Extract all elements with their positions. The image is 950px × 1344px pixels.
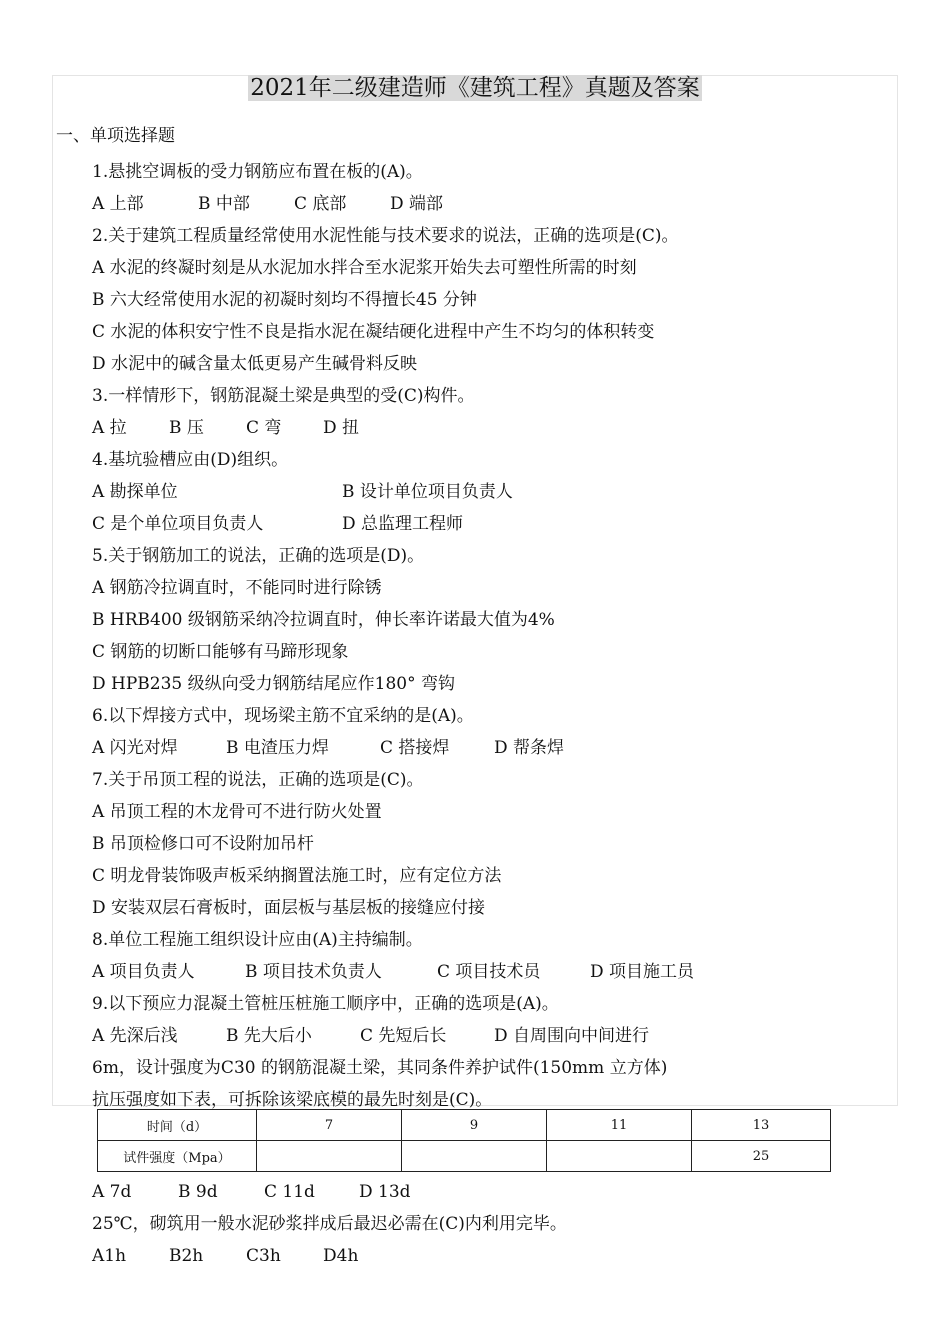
- option-d: D 13d: [359, 1182, 411, 1202]
- question-5-option-b: B HRB400 级钢筋采纳冷拉调直时，伸长率许诺最大值为4%: [92, 610, 555, 630]
- section-heading: 一、单项选择题: [56, 126, 175, 146]
- option-d: D 扭: [323, 418, 360, 438]
- question-5: 5.关于钢筋加工的说法，正确的选项是(D)。: [92, 546, 425, 566]
- table-cell: 13: [692, 1110, 831, 1141]
- document-title: 2021年二级建造师《建筑工程》真题及答案: [250, 75, 700, 101]
- option-d: D4h: [323, 1246, 359, 1266]
- option-a: A 拉: [92, 418, 127, 438]
- option-a: A 7d: [92, 1182, 132, 1202]
- question-tail: [92, 1176, 892, 1272]
- question-1-options: [92, 188, 892, 220]
- table-row: [98, 1110, 831, 1141]
- option-d: D 项目施工员: [590, 962, 695, 982]
- table-cell: 7: [257, 1110, 402, 1141]
- option-c: C 弯: [246, 418, 282, 438]
- question-10-line-1: 6m，设计强度为C30 的钢筋混凝土梁，其同条件养护试件(150mm 立方体): [92, 1058, 668, 1078]
- question-2-option-c: C 水泥的体积安宁性不良是指水泥在凝结硬化进程中产生不均匀的体积转变: [92, 322, 655, 342]
- table-cell: 9: [402, 1110, 547, 1141]
- option-b: B 先大后小: [226, 1026, 312, 1046]
- option-b: B 电渣压力焊: [226, 738, 329, 758]
- question-7-option-d: D 安装双层石膏板时，面层板与基层板的接缝应付接: [92, 898, 486, 918]
- option-b: B2h: [169, 1246, 204, 1266]
- question-9: 9.以下预应力混凝土管桩压桩施工顺序中，正确的选项是(A)。: [92, 994, 559, 1014]
- table-cell: 25: [692, 1141, 831, 1172]
- option-d: D 总监理工程师: [342, 514, 464, 534]
- question-5-option-c: C 钢筋的切断口能够有马蹄形现象: [92, 642, 349, 662]
- option-a: A 勘探单位: [92, 482, 178, 502]
- table-cell: 试件强度（Mpa）: [98, 1141, 257, 1172]
- table-cell: [547, 1141, 692, 1172]
- option-c: C 先短后长: [360, 1026, 447, 1046]
- option-b: B 设计单位项目负责人: [342, 482, 513, 502]
- option-c: C 底部: [294, 194, 347, 214]
- option-c: C 项目技术员: [437, 962, 541, 982]
- option-b: B 压: [169, 418, 204, 438]
- option-c: C 11d: [264, 1182, 315, 1202]
- table-cell: 11: [547, 1110, 692, 1141]
- question-6: 6.以下焊接方式中，现场梁主筋不宜采纳的是(A)。: [92, 706, 474, 726]
- question-7-option-c: C 明龙骨装饰吸声板采纳搁置法施工时，应有定位方法: [92, 866, 502, 886]
- option-a: A1h: [92, 1246, 127, 1266]
- option-a: A 先深后浅: [92, 1026, 178, 1046]
- question-2-option-a: A 水泥的终凝时刻是从水泥加水拌合至水泥浆开始失去可塑性所需的时刻: [92, 258, 637, 278]
- question-7-option-a: A 吊顶工程的木龙骨可不进行防火处置: [92, 802, 382, 822]
- table-cell: [257, 1141, 402, 1172]
- option-d: D 端部: [390, 194, 444, 214]
- question-10-line-2: 抗压强度如下表，可拆除该梁底模的最先时刻是(C)。: [92, 1090, 493, 1110]
- table-row: [98, 1141, 831, 1172]
- option-c: C3h: [246, 1246, 281, 1266]
- question-10-options: [92, 1176, 892, 1208]
- option-d: D 自周围向中间进行: [494, 1026, 650, 1046]
- option-a: A 上部: [92, 194, 144, 214]
- question-5-option-a: A 钢筋冷拉调直时，不能同时进行除锈: [92, 578, 382, 598]
- question-2-option-d: D 水泥中的碱含量太低更易产生碱骨料反映: [92, 354, 418, 374]
- question-3-options: [92, 412, 892, 444]
- option-d: D 帮条焊: [494, 738, 565, 758]
- question-2: 2.关于建筑工程质量经常使用水泥性能与技术要求的说法，正确的选项是(C)。: [92, 226, 679, 246]
- option-c: C 搭接焊: [380, 738, 450, 758]
- question-11-options: [92, 1240, 892, 1272]
- question-3: 3.一样情形下，钢筋混凝土梁是典型的受(C)构件。: [92, 386, 475, 406]
- table-cell: [402, 1141, 547, 1172]
- question-5-option-d: D HPB235 级纵向受力钢筋结尾应作180° 弯钩: [92, 674, 455, 694]
- option-b: B 项目技术负责人: [245, 962, 382, 982]
- option-b: B 9d: [178, 1182, 218, 1202]
- question-1: 1.悬挑空调板的受力钢筋应布置在板的(A)。: [92, 162, 423, 182]
- question-7: 7.关于吊顶工程的说法，正确的选项是(C)。: [92, 770, 424, 790]
- question-list: [92, 156, 892, 1116]
- question-11: 25℃，砌筑用一般水泥砂浆拌成后最迟必需在(C)内利用完毕。: [92, 1214, 567, 1234]
- strength-table: [97, 1109, 831, 1172]
- option-b: B 中部: [198, 194, 250, 214]
- question-8: 8.单位工程施工组织设计应由(A)主持编制。: [92, 930, 423, 950]
- question-4: 4.基坑验槽应由(D)组织。: [92, 450, 289, 470]
- option-c: C 是个单位项目负责人: [92, 514, 264, 534]
- question-9-options: [92, 1020, 892, 1052]
- question-2-option-b: B 六大经常使用水泥的初凝时刻均不得擅长45 分钟: [92, 290, 477, 310]
- question-6-options: [92, 732, 892, 764]
- question-7-option-b: B 吊顶检修口可不设附加吊杆: [92, 834, 314, 854]
- question-4-options-cd: [92, 508, 892, 540]
- question-4-options-ab: [92, 476, 892, 508]
- table-cell: 时间（d）: [98, 1110, 257, 1141]
- option-a: A 项目负责人: [92, 962, 195, 982]
- question-8-options: [92, 956, 892, 988]
- option-a: A 闪光对焊: [92, 738, 178, 758]
